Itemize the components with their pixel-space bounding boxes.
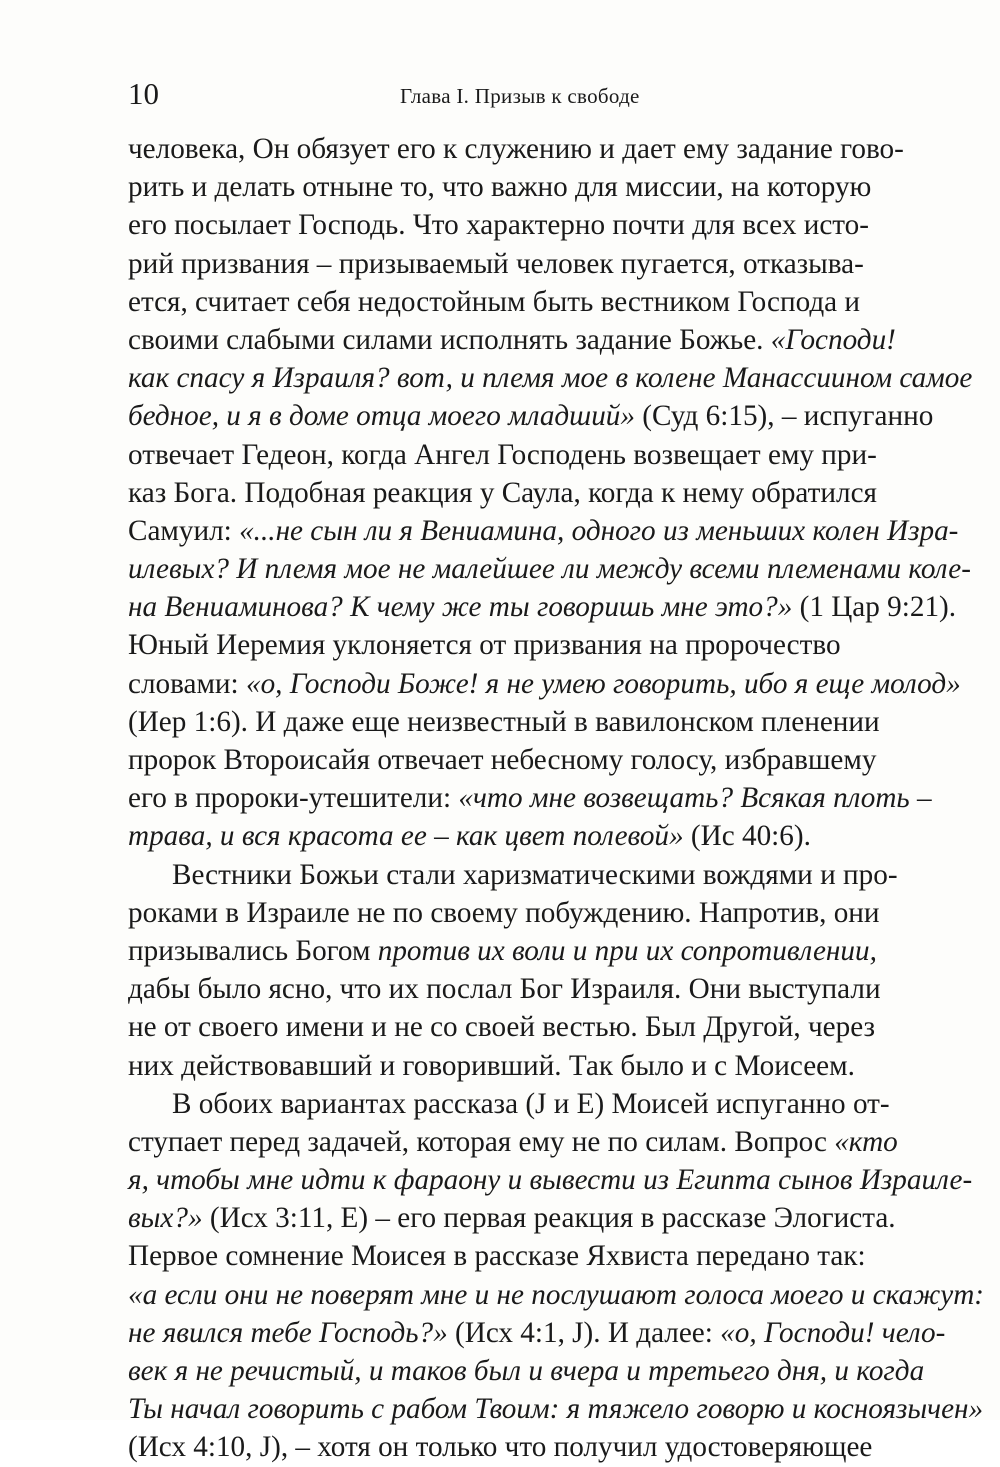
text-line bbox=[128, 1276, 985, 1314]
text-run: словами: bbox=[128, 667, 246, 700]
text-line bbox=[128, 1428, 873, 1466]
text-line bbox=[128, 512, 959, 550]
text-line bbox=[128, 283, 861, 321]
text-line bbox=[128, 588, 957, 626]
text-line bbox=[128, 206, 869, 244]
text-line bbox=[128, 1161, 973, 1199]
text-run: роками в Израиле не по своему побуждению. Напротив, они bbox=[128, 896, 880, 929]
text-line bbox=[128, 359, 973, 397]
text-line bbox=[128, 665, 961, 703]
running-title: Глава I. Призыв к свободе bbox=[400, 84, 640, 108]
text-line bbox=[128, 1085, 890, 1123]
text-run: каз Бога. Подобная реакция у Саула, когда к нему обратился bbox=[128, 476, 877, 509]
text-run: (Исх 4:1, J). И далее: bbox=[447, 1316, 721, 1349]
text-line bbox=[128, 894, 880, 932]
text-line bbox=[128, 1008, 876, 1046]
body-text bbox=[128, 130, 985, 1467]
italic-quote-run: на Вениаминова? К чему же ты говоришь мне это?» bbox=[128, 591, 793, 624]
text-line bbox=[128, 741, 877, 779]
text-run: ется, считает себя недостойным быть вестником Господа и bbox=[128, 285, 861, 318]
text-run: его посылает Господь. Что характерно почти для всех исто- bbox=[128, 209, 869, 242]
page-header bbox=[128, 70, 818, 118]
text-run: (Исх 3:11, E) – его первая реакция в рассказе Элогиста. bbox=[202, 1202, 896, 1235]
text-run: человека, Он обязует его к служению и дает ему задание гово- bbox=[128, 133, 904, 165]
text-run: своими слабыми силами исполнять задание Божье. bbox=[128, 323, 771, 356]
text-line bbox=[128, 817, 818, 855]
text-run: ступает перед задачей, которая ему не по силам. Вопрос bbox=[128, 1125, 835, 1158]
italic-quote-run: не явился тебе Господь?» bbox=[128, 1316, 448, 1349]
text-run: не от своего имени и не со своей вестью. Был Другой, через bbox=[128, 1011, 876, 1044]
text-run: Самуил: bbox=[128, 514, 240, 547]
italic-quote-run: как спасу я Израиля? вот, и племя мое в колене Манассиином самое bbox=[128, 362, 973, 395]
italic-quote-run: «кто bbox=[834, 1125, 898, 1158]
text-run: пророк Второисайя отвечает небесному голосу, избравшему bbox=[128, 744, 877, 776]
text-line bbox=[128, 436, 877, 474]
text-line bbox=[128, 245, 864, 283]
text-line bbox=[128, 1352, 925, 1390]
italic-quote-run: вых?» bbox=[128, 1202, 203, 1235]
text-run: призывались Богом bbox=[128, 934, 378, 967]
text-run: Вестники Божьи стали харизматическими вождями и про- bbox=[172, 858, 898, 891]
italic-quote-run: илевых? И племя мое не малейшее ли между всеми племенами коле- bbox=[128, 553, 971, 586]
text-run: них действовавший и говоривший. Так было и с Моисеем. bbox=[128, 1049, 855, 1082]
italic-quote-run: «Господи! bbox=[770, 323, 896, 356]
text-line bbox=[128, 703, 880, 741]
italic-quote-run: век я не речистый, и таков был и вчера и третьего дня, и когда bbox=[128, 1355, 925, 1387]
italic-quote-run: трава, и вся красота ее – как цвет полевой» bbox=[128, 820, 684, 853]
text-line bbox=[128, 856, 898, 894]
text-line bbox=[128, 626, 841, 664]
text-line bbox=[128, 130, 904, 168]
text-line bbox=[128, 932, 877, 970]
text-line bbox=[128, 474, 877, 512]
text-run: Первое сомнение Моисея в рассказе Яхвиста передано так: bbox=[128, 1240, 866, 1273]
text-line bbox=[128, 1199, 896, 1237]
italic-quote-run: «что мне возвещать? Всякая плоть – bbox=[458, 782, 932, 815]
text-line bbox=[128, 168, 872, 206]
text-line bbox=[128, 1047, 855, 1085]
text-run: дабы было ясно, что их послал Бог Израиля. Они выступали bbox=[128, 973, 881, 1006]
italic-quote-run: против их воли и при их сопротивлении, bbox=[377, 934, 877, 967]
text-run: рий призвания – призываемый человек пугается, отказыва- bbox=[128, 247, 864, 280]
text-line bbox=[128, 1123, 898, 1161]
text-run: отвечает Гедеон, когда Ангел Господень возвещает ему при- bbox=[128, 438, 877, 471]
text-run: (Суд 6:15), – испуганно bbox=[635, 400, 934, 433]
text-line bbox=[128, 550, 971, 588]
text-run: В обоих вариантах рассказа (J и E) Моисей испуганно от- bbox=[172, 1087, 890, 1120]
italic-quote-run: я, чтобы мне идти к фараону и вывести из Египта сынов Израиле- bbox=[128, 1164, 973, 1197]
text-run: Юный Иеремия уклоняется от призвания на пророчество bbox=[128, 629, 841, 662]
text-line bbox=[128, 1237, 866, 1275]
text-run: (1 Цар 9:21). bbox=[792, 591, 957, 624]
text-run: (Иер 1:6). И даже еще неизвестный в вавилонском пленении bbox=[128, 705, 880, 738]
italic-quote-run: «о, Господи Боже! я не умею говорить, ибо я еще молод» bbox=[245, 667, 961, 700]
text-run: рить и делать отныне то, что важно для миссии, на которую bbox=[128, 171, 872, 204]
italic-quote-run: «...не сын ли я Вениамина, одного из меньших колен Изра- bbox=[239, 514, 959, 547]
text-run: его в пророки-утешители: bbox=[128, 782, 459, 815]
text-line bbox=[128, 397, 934, 435]
text-line bbox=[128, 970, 881, 1008]
text-line bbox=[128, 779, 932, 817]
italic-quote-run: «о, Господи! чело- bbox=[720, 1316, 946, 1349]
text-run: (Исх 4:10, J), – хотя он только что получил удостоверяющее bbox=[128, 1431, 873, 1464]
text-line bbox=[128, 321, 896, 359]
page-number: 10 bbox=[128, 76, 159, 111]
text-run: (Ис 40:6). bbox=[683, 820, 811, 853]
italic-quote-run: Ты начал говорить с рабом Твоим: я тяжело говорю и косноязычен» bbox=[128, 1393, 984, 1426]
italic-quote-run: бедное, и я в доме отца моего младший» bbox=[128, 400, 635, 433]
italic-quote-run: «а если они не поверят мне и не послушают голоса моего и скажут: bbox=[128, 1278, 985, 1311]
text-line bbox=[128, 1314, 946, 1352]
text-line bbox=[128, 1390, 984, 1428]
